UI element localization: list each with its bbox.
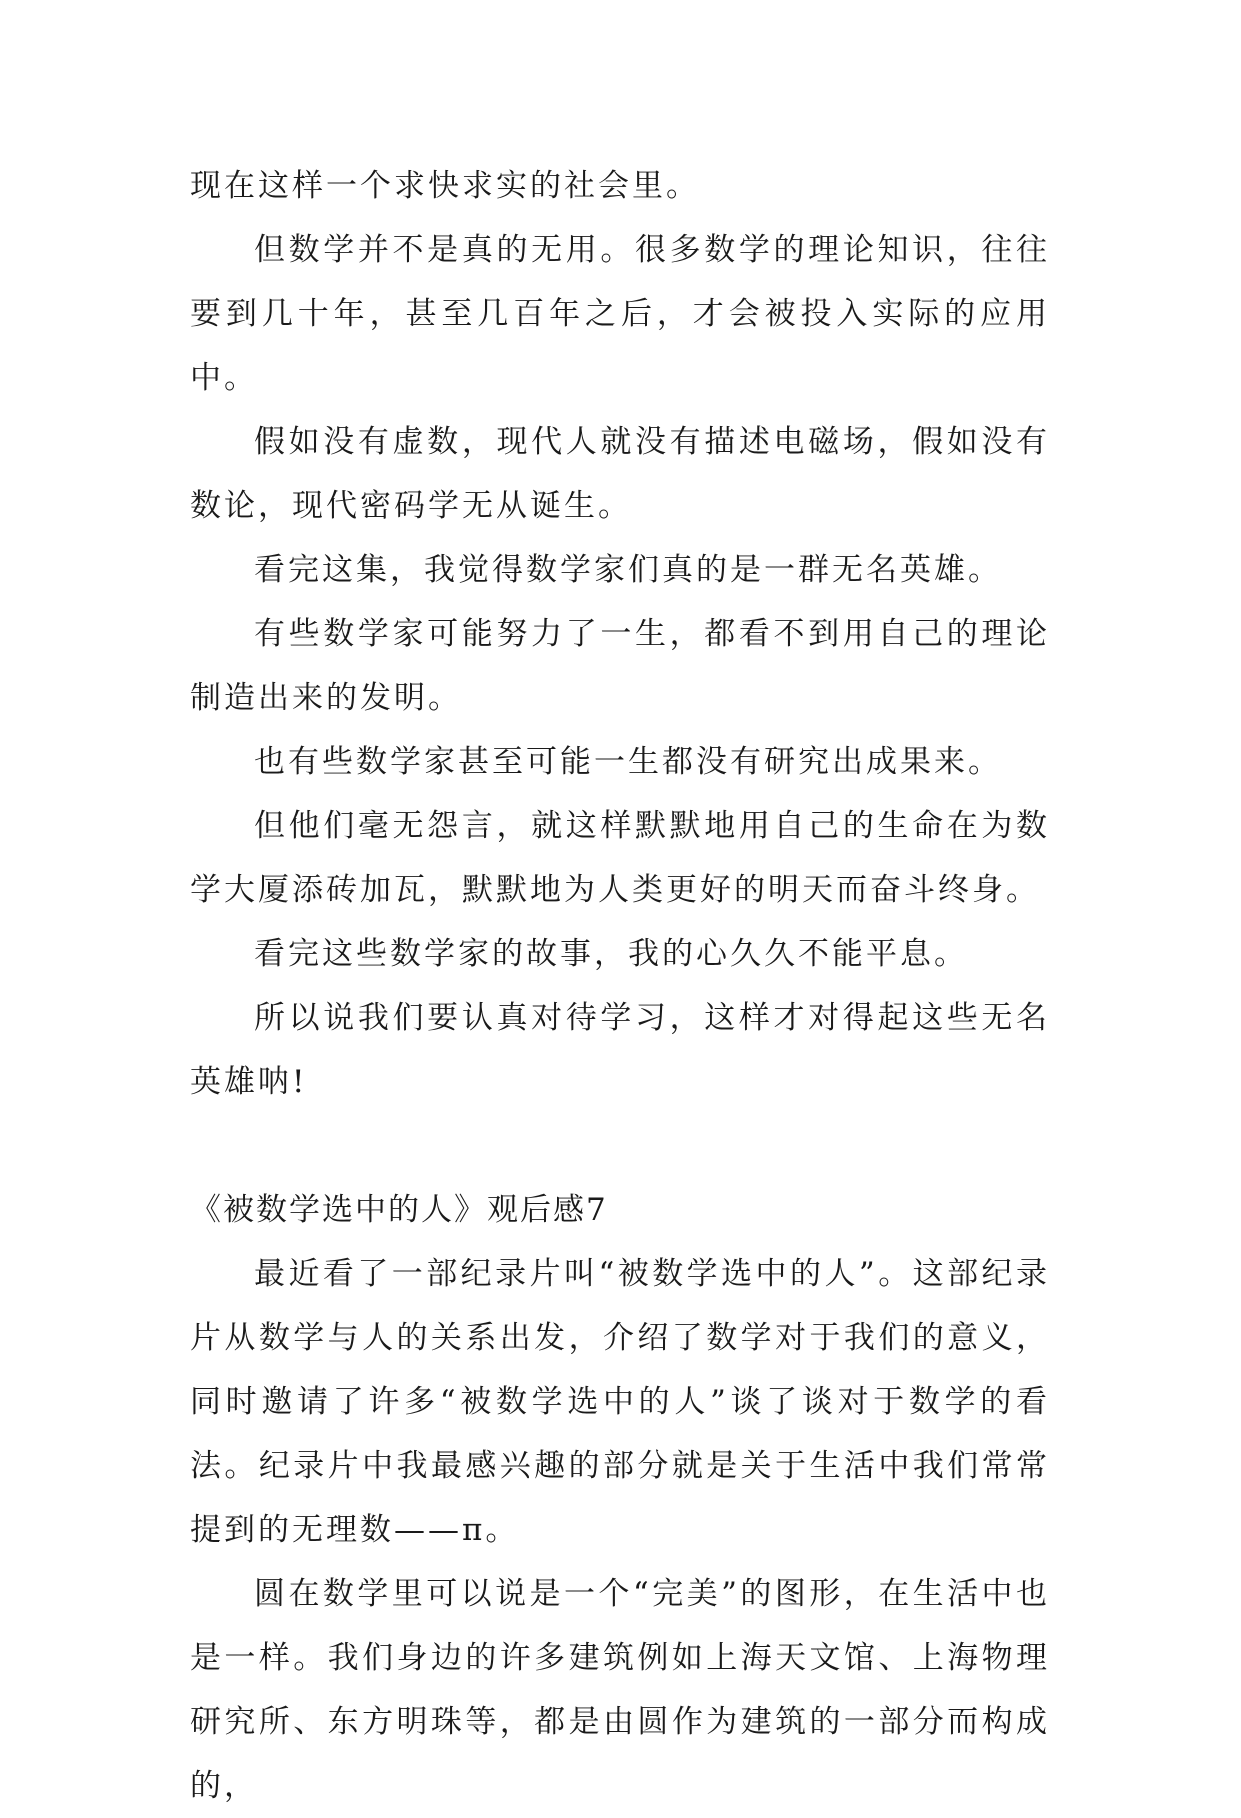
paragraph: 假如没有虚数，现代人就没有描述电磁场，假如没有数论，现代密码学无从诞生。 bbox=[190, 424, 1050, 524]
paragraph: 看完这集，我觉得数学家们真的是一群无名英雄。 bbox=[254, 552, 1002, 588]
paragraph: 最近看了一部纪录片叫“被数学选中的人”。这部纪录片从数学与人的关系出发，介绍了数学对于我们的意义，同时邀请了许多“被数学选中的人”谈了谈对于数学的看法。纪录片中我最感兴趣的部分就是关于生活中我们常常提到的无理数——π。 bbox=[190, 1256, 1050, 1548]
section-spacer bbox=[190, 1114, 1050, 1178]
paragraph: 也有些数学家甚至可能一生都没有研究出成果来。 bbox=[254, 744, 1002, 780]
paragraph: 但数学并不是真的无用。很多数学的理论知识，往往要到几十年，甚至几百年之后，才会被投入实际的应用中。 bbox=[190, 232, 1050, 396]
document-body bbox=[190, 154, 1050, 1818]
paragraph: 但他们毫无怨言，就这样默默地用自己的生命在为数学大厦添砖加瓦，默默地为人类更好的明天而奋斗终身。 bbox=[190, 808, 1050, 908]
paragraph: 看完这些数学家的故事，我的心久久不能平息。 bbox=[254, 936, 968, 972]
paragraph: 所以说我们要认真对待学习，这样才对得起这些无名英雄呐! bbox=[190, 1000, 1050, 1100]
section-heading: 《被数学选中的人》观后感7 bbox=[190, 1192, 608, 1228]
paragraph: 有些数学家可能努力了一生，都看不到用自己的理论制造出来的发明。 bbox=[190, 616, 1050, 716]
paragraph: 现在这样一个求快求实的社会里。 bbox=[190, 168, 700, 204]
paragraph: 圆在数学里可以说是一个“完美”的图形，在生活中也是一样。我们身边的许多建筑例如上海天文馆、上海物理研究所、东方明珠等，都是由圆作为建筑的一部分而构成的， bbox=[190, 1576, 1050, 1804]
